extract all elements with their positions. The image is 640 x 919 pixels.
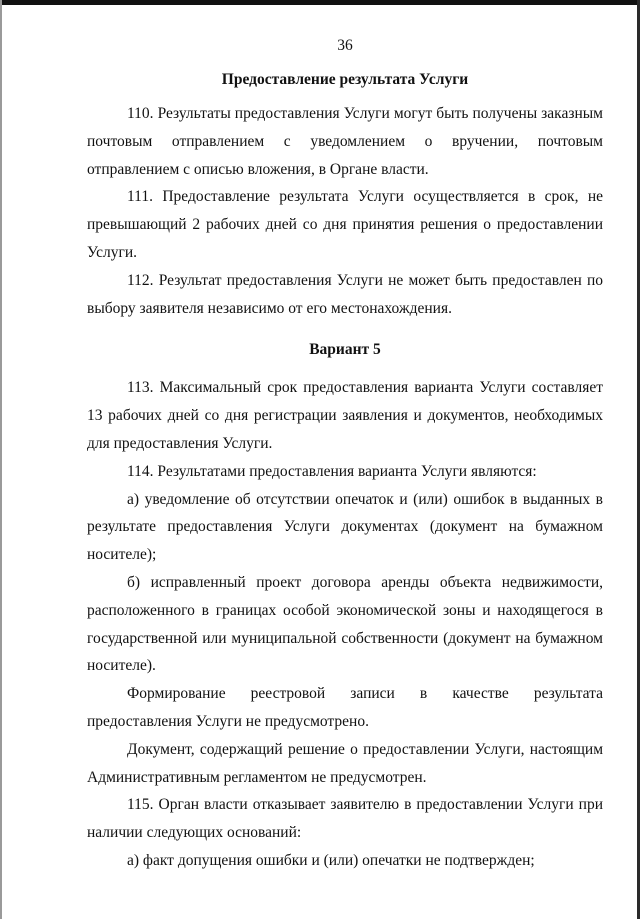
section-heading-result: Предоставление результата Услуги [221, 71, 469, 88]
page-number: 36 [337, 37, 353, 54]
paragraph-114: 114. Результатами предоставления варианта Услуги являются: [127, 462, 537, 480]
section-heading-variant-5: Вариант 5 [309, 341, 381, 359]
paragraph-114-a: а) уведомление об отсутствии опечаток и (или) ошибок в выданных в результате предоставления Услуги документах (документ на бумажном носителе); [87, 490, 603, 564]
paragraph-115: 115. Орган власти отказывает заявителю в предоставлении Услуги при наличии следующих оснований: [87, 796, 603, 842]
paragraph-registry-record: Формирование реестровой записи в качестве результата предоставления Услуги не предусмотрено. [87, 685, 603, 730]
paragraph-115-a: а) факт допущения ошибки и (или) опечатки не подтвержден; [127, 851, 535, 869]
page-content [87, 36, 603, 875]
paragraph-114-b: б) исправленный проект договора аренды объекта недвижимости, расположенного в границах особой экономической зоны и находящегося в государственной или муниципальной собственности (документ на бумажном носителе). [87, 573, 603, 675]
paragraph-113: 113. Максимальный срок предоставления варианта Услуги составляет 13 рабочих дней со дня регистрации заявления и документов, необходимых для предоставления Услуги. [87, 379, 603, 452]
scan-edge-top [0, 0, 640, 5]
paragraph-decision-document: Документ, содержащий решение о предоставлении Услуги, настоящим Административным регламентом не предусмотрен. [87, 740, 603, 786]
paragraph-110: 110. Результаты предоставления Услуги могут быть получены заказным почтовым отправлением с уведомлением о вручении, почтовым отправлением с описью вложения, в Органе власти. [87, 105, 603, 178]
paragraph-112: 112. Результат предоставления Услуги не может быть предоставлен по выбору заявителя независимо от его местонахождения. [87, 271, 603, 317]
scan-edge-left [0, 0, 2, 919]
paragraph-111: 111. Предоставление результата Услуги осуществляется в срок, не превышающий 2 рабочих дней со дня принятия решения о предоставлении Услуги. [87, 188, 603, 261]
